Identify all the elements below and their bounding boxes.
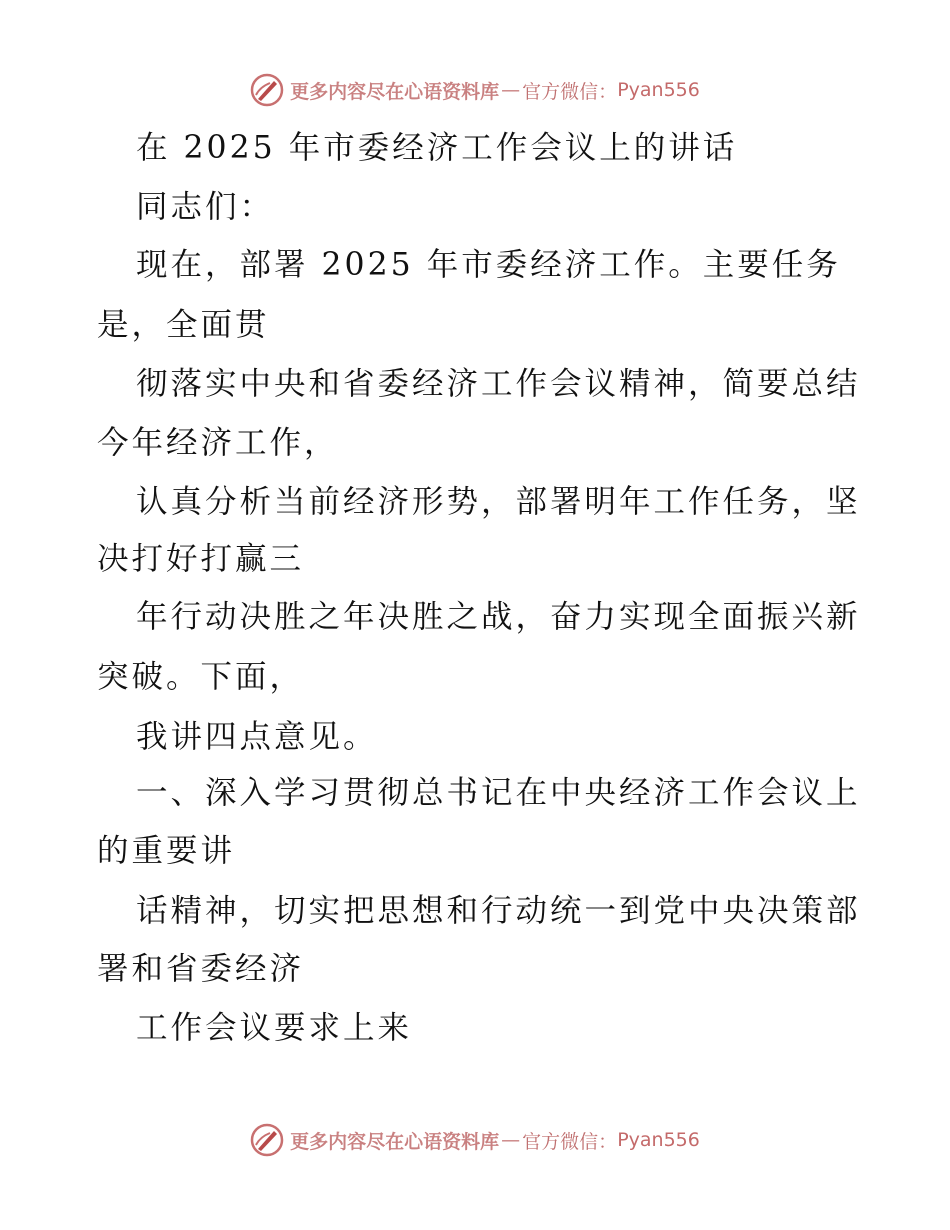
section-heading-line: 署和省委经济 <box>97 951 305 987</box>
paragraph-line: 现在，部署 2025 年市委经济工作。主要任务 <box>136 247 841 283</box>
paragraph-line: 突破。下面， <box>97 659 305 695</box>
paragraph-line: 决打好打赢三 <box>97 541 305 577</box>
section-heading-line: 的重要讲 <box>97 833 236 869</box>
watermark-text: 更多内容尽在心语资料库 <box>290 1130 500 1153</box>
paragraph-line: 今年经济工作， <box>97 425 339 461</box>
paragraph-line: 年行动决胜之年决胜之战，奋力实现全面振兴新 <box>136 599 861 635</box>
paragraph-line: 认真分析当前经济形势，部署明年工作任务，坚 <box>136 484 861 520</box>
watermark-dash: — <box>501 79 521 101</box>
footer-watermark <box>0 1120 950 1160</box>
watermark-id: Pyan556 <box>617 79 700 101</box>
watermark-id: Pyan556 <box>617 1129 700 1151</box>
salutation: 同志们： <box>136 189 275 225</box>
quill-pen-logo-icon <box>250 73 284 107</box>
quill-pen-logo-icon <box>250 1123 284 1157</box>
header-watermark <box>0 70 950 110</box>
watermark-sub: 官方微信： <box>522 80 618 103</box>
paragraph-line: 彻落实中央和省委经济工作会议精神，简要总结 <box>136 366 861 402</box>
section-heading-line: 一、深入学习贯彻总书记在中央经济工作会议上 <box>136 775 861 811</box>
section-heading-line: 工作会议要求上来 <box>136 1010 413 1046</box>
watermark-sub: 官方微信： <box>522 1130 618 1153</box>
section-heading-line: 话精神，切实把思想和行动统一到党中央决策部 <box>136 893 861 929</box>
paragraph-line: 我讲四点意见。 <box>136 719 378 755</box>
watermark-dash: — <box>501 1129 521 1151</box>
paragraph-line: 是，全面贯 <box>97 307 270 343</box>
document-title: 在 2025 年市委经济工作会议上的讲话 <box>136 130 738 166</box>
watermark-text: 更多内容尽在心语资料库 <box>290 80 500 103</box>
